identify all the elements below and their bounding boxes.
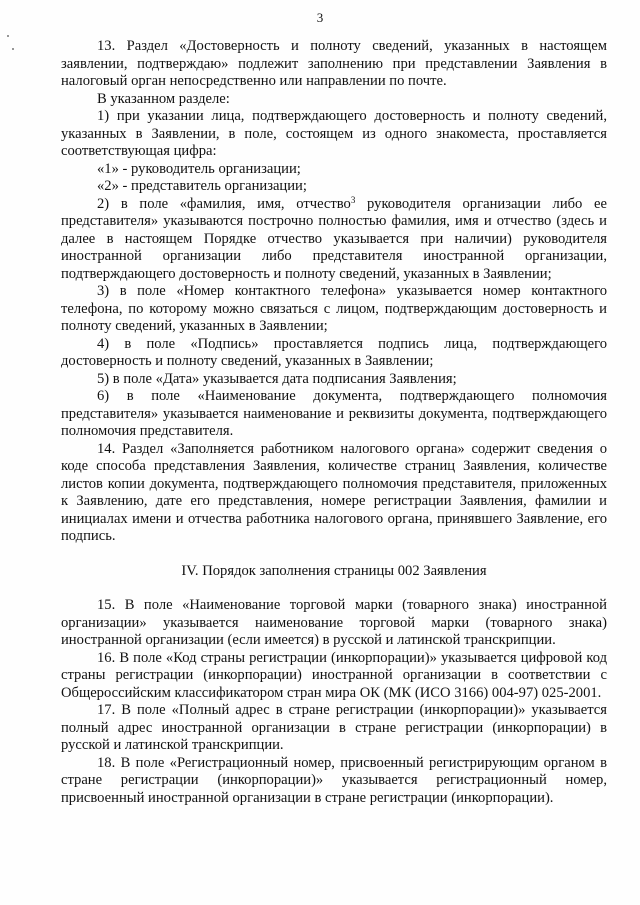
subitem-2-text-start: 2) в поле «фамилия, имя, отчество (97, 195, 351, 212)
paragraph-item-18: 18. В поле «Регистрационный номер, присвоенный регистрирующим органом в стране регистрации (инкорпорации)» указывается регистрационный номер, присвоенный иностранной организации в стране регистрации (инкорпорации). (61, 754, 607, 806)
paragraph-subitem-6: 6) в поле «Наименование документа, подтверждающего полномочия представителя» указывается наименование и реквизиты документа, подтверждающего полномочия представителя. (61, 388, 607, 439)
paragraph-subitem-2 (61, 196, 607, 284)
paragraph-subitem-3: 3) в поле «Номер контактного телефона» указывается номер контактного телефона, по которому можно связаться с лицом, подтверждающим достоверность и полноту сведений, указанных в Заявлении; (61, 283, 607, 334)
paragraph-subitem-1: 1) при указании лица, подтверждающего достоверность и полноту сведений, указанных в Заявлении, в поле, состоящем из одного знакоместа, проставляется соответствующая цифра: (61, 108, 607, 159)
spacer (61, 546, 607, 563)
paragraph-subitem-5: 5) в поле «Дата» указывается дата подписания Заявления; (97, 370, 457, 387)
page-number: 3 (316, 10, 324, 25)
scan-speck (12, 48, 14, 50)
scan-speck (7, 35, 9, 37)
footnote-marker: 3 (350, 194, 356, 205)
paragraph-item-16: 16. В поле «Код страны регистрации (инкорпорации)» указывается цифровой код страны регистрации (инкорпорации) иностранной организации в соответствии с Общероссийским классификатором стран мира ОК (МК (ИСО 3166) 004-97) 025-2001. (61, 649, 607, 701)
paragraph-item-17: 17. В поле «Полный адрес в стране регистрации (инкорпорации)» указывается полный адрес иностранной организации в стране регистрации (инкорпорации) в русской и латинской транскрипции. (61, 702, 607, 753)
section-heading: IV. Порядок заполнения страницы 002 Заявления (181, 562, 487, 579)
document-body (61, 38, 607, 807)
paragraph-code-2: «2» - представитель организации; (97, 178, 307, 194)
paragraph-item-13: 13. Раздел «Достоверность и полноту сведений, указанных в настоящем заявлении, подтверждаю» подлежит заполнению при представлении Заявления в налоговый орган непосредственно или направлении по почте. (61, 38, 607, 89)
paragraph-item-15: 15. В поле «Наименование торговой марки (товарного знака) иностранной организации» указывается наименование торговой марки (товарного знака) иностранной организации (если имеется) в русской и латинской транскрипции. (61, 597, 607, 648)
subitem-2-text-end: руководителя организации либо ее представителя» указываются построчно полностью фамилия, имя и отчество (здесь и далее в настоящем Порядке отчество указывается при наличии) руководителя иностранной организации либо представителя иностранной организации, подтверждающего достоверность и полноту сведений, указанных в Заявлении; (61, 195, 607, 282)
paragraph-subitem-4: 4) в поле «Подпись» проставляется подпись лица, подтверждающего достоверность и полноту сведений, указанных в Заявлении; (61, 335, 607, 369)
spacer (61, 580, 607, 597)
paragraph-code-1: «1» - руководитель организации; (97, 160, 301, 177)
paragraph-item-14: 14. Раздел «Заполняется работником налогового органа» содержит сведения о коде способа представления Заявления, количестве страниц Заявления, количестве листов копии документа, подтверждающего полномочия представителя, приложенных к Заявлению, дате его представления, номере регистрации Заявления, фамилии и инициалах имени и отчества работника налогового органа, принявшего Заявление, его подпись. (61, 440, 607, 544)
paragraph-intro: В указанном разделе: (97, 90, 230, 107)
